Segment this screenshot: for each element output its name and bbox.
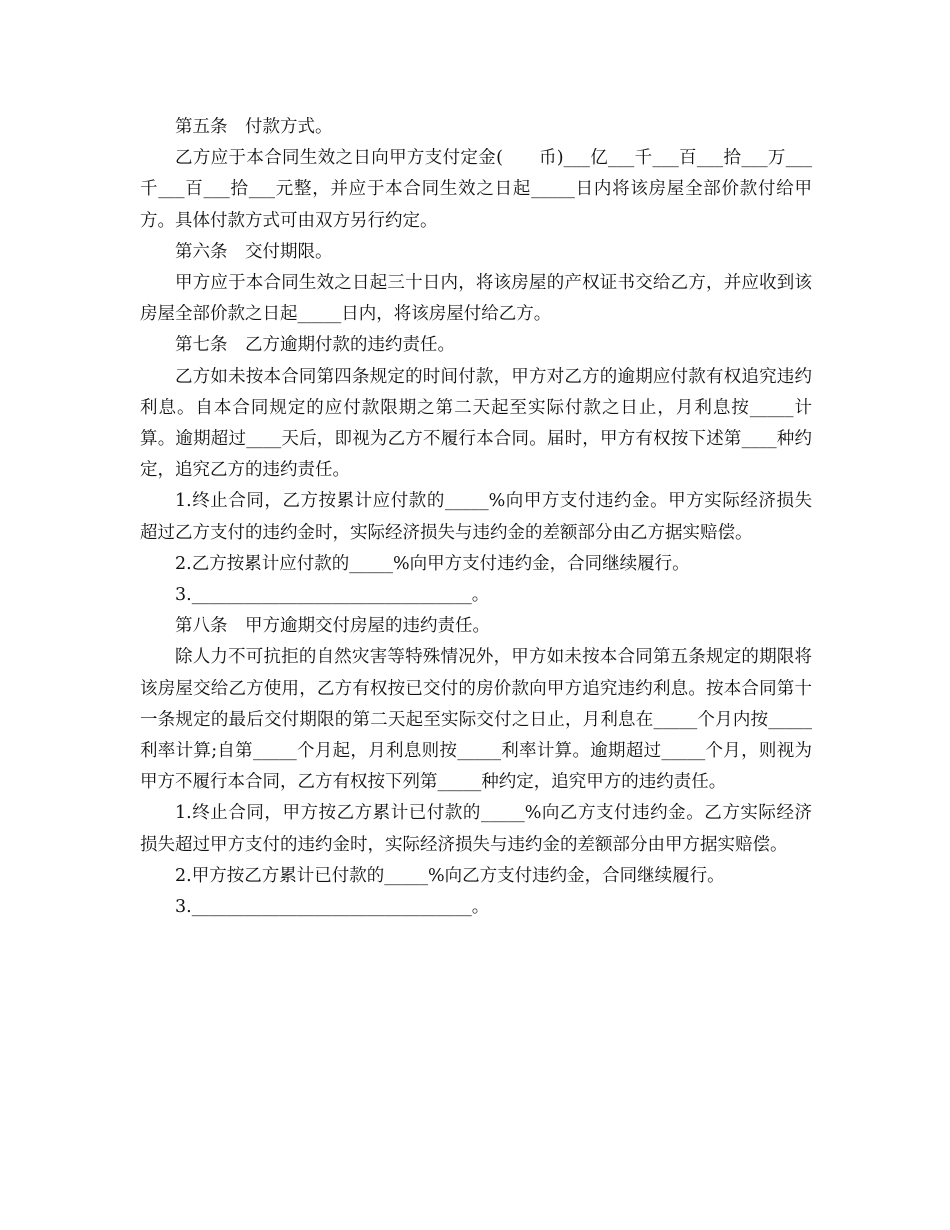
contract-page [140, 112, 812, 923]
article-8-item-3: 3.________________________________。 [175, 897, 490, 918]
article-6-body: 甲方应于本合同生效之日起三十日内，将该房屋的产权证书交给乙方，并应收到该房屋全部价款之日起_____日内，将该房屋付给乙方。 [140, 273, 812, 325]
article-7-item-1: 1.终止合同，乙方按累计应付款的_____%向甲方支付违约金。甲方实际经济损失超过乙方支付的违约金时，实际经济损失与违约金的差额部分由乙方据实赔偿。 [140, 491, 812, 543]
article-6-title: 第六条 交付期限。 [175, 241, 333, 262]
article-8-body: 除人力不可抗拒的自然灾害等特殊情况外，甲方如未按本合同第五条规定的期限将该房屋交给乙方使用，乙方有权按已交付的房价款向甲方追究违约利息。按本合同第十一条规定的最后交付期限的第二天起至实际交付之日止，月利息在_____个月内按_____利率计算;自第_____个月起，月利息则按_____利率计算。逾期超过_____个月，则视为甲方不履行本合同，乙方有权按下列第_____种约定，追究甲方的违约责任。 [140, 647, 812, 793]
article-7-title: 第七条 乙方逾期付款的违约责任。 [175, 335, 455, 356]
article-7-item-2: 2.乙方按累计应付款的_____%向甲方支付违约金，合同继续履行。 [175, 553, 690, 574]
article-8-item-1: 1.终止合同，甲方按乙方累计已付款的_____%向乙方支付违约金。乙方实际经济损失超过甲方支付的违约金时，实际经济损失与违约金的差额部分由甲方据实赔偿。 [140, 803, 812, 855]
article-5-title: 第五条 付款方式。 [175, 117, 333, 137]
article-8-title: 第八条 甲方逾期交付房屋的违约责任。 [175, 616, 490, 637]
article-7-body: 乙方如未按本合同第四条规定的时间付款，甲方对乙方的逾期应付款有权追究违约利息。自本合同规定的应付款限期之第二天起至实际付款之日止，月利息按_____计算。逾期超过____天后，即视为乙方不履行本合同。届时，甲方有权按下述第____种约定，追究乙方的违约责任。 [140, 366, 812, 481]
article-8-item-2: 2.甲方按乙方累计已付款的_____%向乙方支付违约金，合同继续履行。 [175, 865, 725, 886]
article-7-item-3: 3.________________________________。 [175, 585, 490, 606]
article-5-body: 乙方应于本合同生效之日向甲方支付定金( 币)___亿___千___百___拾___万___千___百___拾___元整，并应于本合同生效之日起_____日内将该房屋全部价款付给甲方。具体付款方式可由双方另行约定。 [140, 148, 812, 231]
